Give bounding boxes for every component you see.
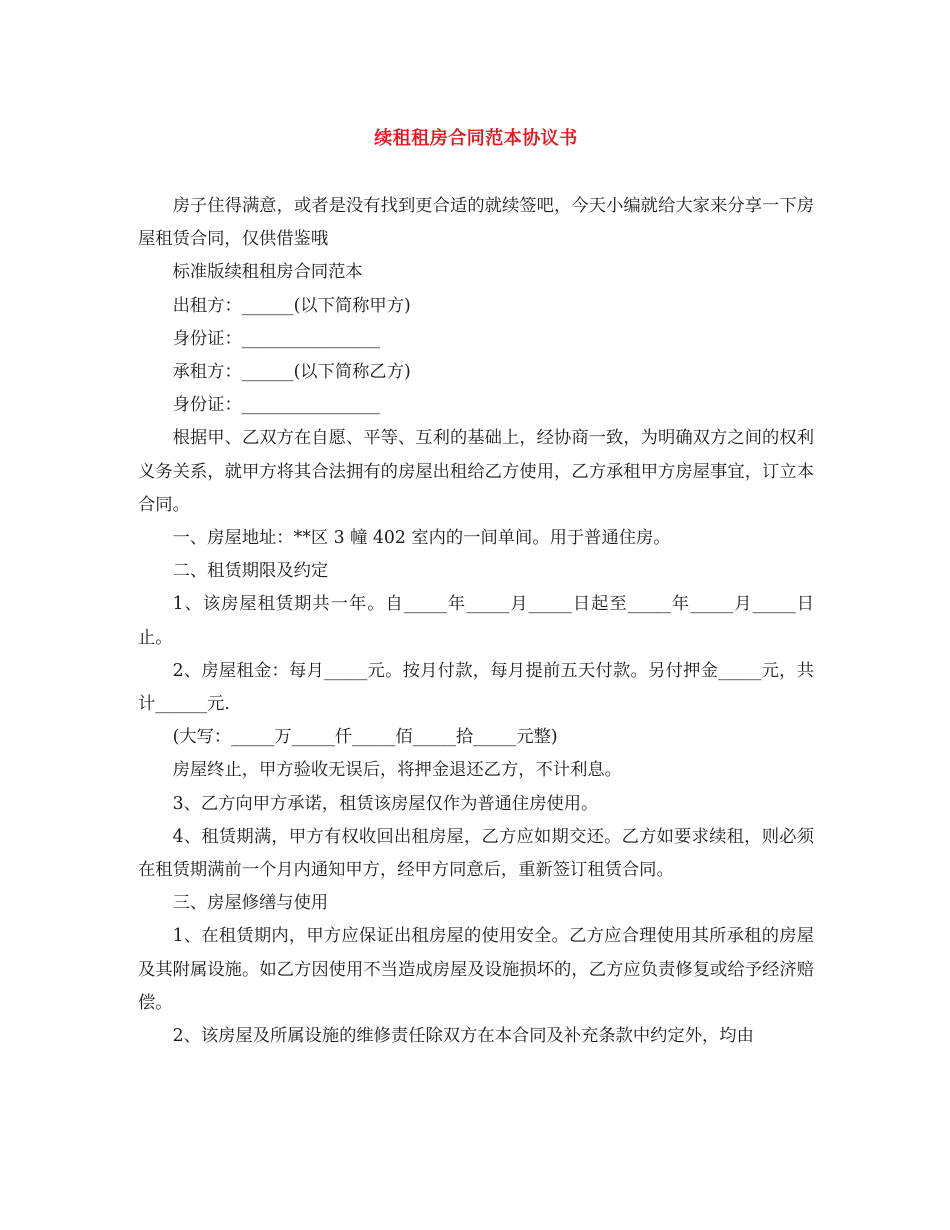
heading-lease-term: 二、租赁期限及约定 [172,561,329,582]
paragraph-lessor: 出租方：______(以下简称甲方) [172,295,411,316]
document-body [138,190,814,1053]
paragraph-lessor-id: 身份证：________________ [172,328,380,349]
paragraph-subtitle: 标准版续租租房合同范本 [172,262,363,283]
paragraph-term-2: 2、房屋租金：每月_____元。按月付款，每月提前五天付款。另付押金_____元，共计______元. [138,660,814,715]
paragraph-term-1: 1、该房屋租赁期共一年。自_____年_____月_____日起至_____年_____月_____日止。 [138,594,814,648]
paragraph-deposit-return: 房屋终止，甲方验收无误后，将押金退还乙方，不计利息。 [172,760,622,781]
paragraph-lessee-id: 身份证：________________ [172,395,380,416]
document-title: 续租租房合同范本协议书 [374,128,578,149]
paragraph-repair-1: 1、在租赁期内，甲方应保证出租房屋的使用安全。乙方应合理使用其所承租的房屋及其附属设施。如乙方因使用不当造成房屋及设施损坏的，乙方应负责修复或给予经济赔偿。 [138,926,814,1013]
paragraph-term-3: 3、乙方向甲方承诺，租赁该房屋仅作为普通住房使用。 [172,793,599,814]
paragraph-repair-2: 2、该房屋及所属设施的维修责任除双方在本合同及补充条款中约定外，均由 [172,1026,754,1047]
paragraph-amount-words: (大写：_____万_____仟_____佰_____拾_____元整) [172,727,558,748]
paragraph-address: 一、房屋地址：**区 3 幢 402 室内的一间单间。用于普通住房。 [172,528,671,549]
paragraph-preamble: 根据甲、乙双方在自愿、平等、互利的基础上，经协商一致，为明确双方之间的权利义务关系，就甲方将其合法拥有的房屋出租给乙方使用，乙方承租甲方房屋事宜，订立本合同。 [138,428,814,515]
paragraph-term-4: 4、租赁期满，甲方有权收回出租房屋，乙方应如期交还。乙方如要求续租，则必须在租赁期满前一个月内通知甲方，经甲方同意后，重新签订租赁合同。 [138,826,814,881]
heading-repair-use: 三、房屋修缮与使用 [172,893,329,914]
paragraph-intro: 房子住得满意，或者是没有找到更合适的就续签吧，今天小编就给大家来分享一下房屋租赁合同，仅供借鉴哦 [138,196,814,250]
paragraph-lessee: 承租方：______(以下简称乙方) [172,362,411,383]
